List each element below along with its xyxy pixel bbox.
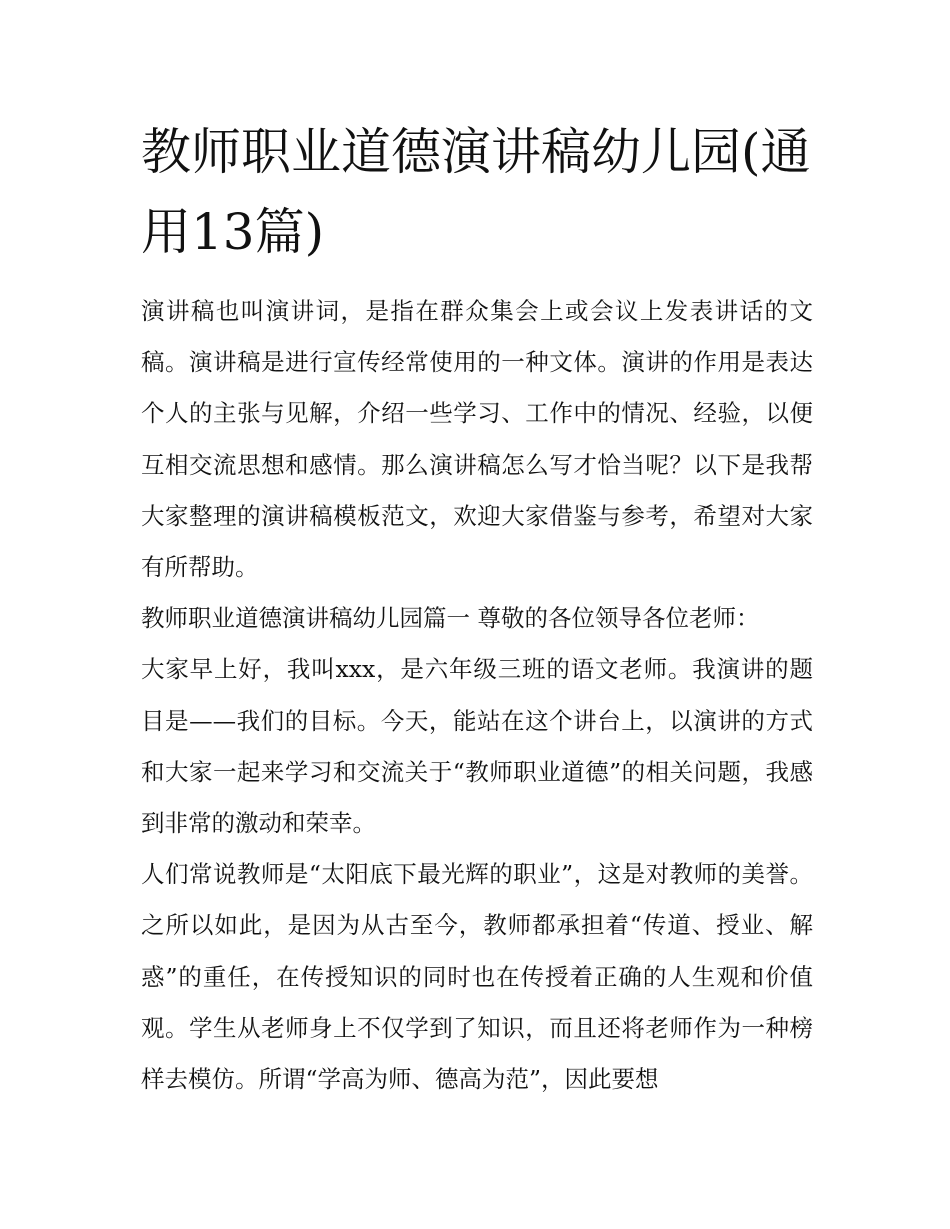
paragraph-greeting: 大家早上好，我叫xxx，是六年级三班的语文老师。我演讲的题目是——我们的目标。今天，能站在这个讲台上，以演讲的方式和大家一起来学习和交流关于“教师职业道德”的相关问题，我感到非常的激动和荣幸。 xyxy=(141,655,813,838)
document-title: 教师职业道德演讲稿幼儿园(通用13篇) xyxy=(141,123,811,261)
document-body xyxy=(141,286,813,1105)
document-page xyxy=(141,112,813,1105)
paragraph-body: 人们常说教师是“太阳底下最光辉的职业”，这是对教师的美誉。之所以如此，是因为从古至今，教师都承担着“传道、授业、解惑”的重任，在传授知识的同时也在传授着正确的人生观和价值观。学生从老师身上不仅学到了知识，而且还将老师作为一种榜样去模仿。所谓“学高为师、德高为范”，因此要想 xyxy=(141,860,813,1094)
paragraph-intro: 演讲稿也叫演讲词，是指在群众集会上或会议上发表讲话的文稿。演讲稿是进行宣传经常使用的一种文体。演讲的作用是表达个人的主张与见解，介绍一些学习、工作中的情况、经验，以便互相交流思想和感情。那么演讲稿怎么写才恰当呢？以下是我帮大家整理的演讲稿模板范文，欢迎大家借鉴与参考，希望对大家有所帮助。 xyxy=(141,297,813,582)
paragraph-section-heading: 教师职业道德演讲稿幼儿园篇一 尊敬的各位领导各位老师： xyxy=(141,604,760,633)
